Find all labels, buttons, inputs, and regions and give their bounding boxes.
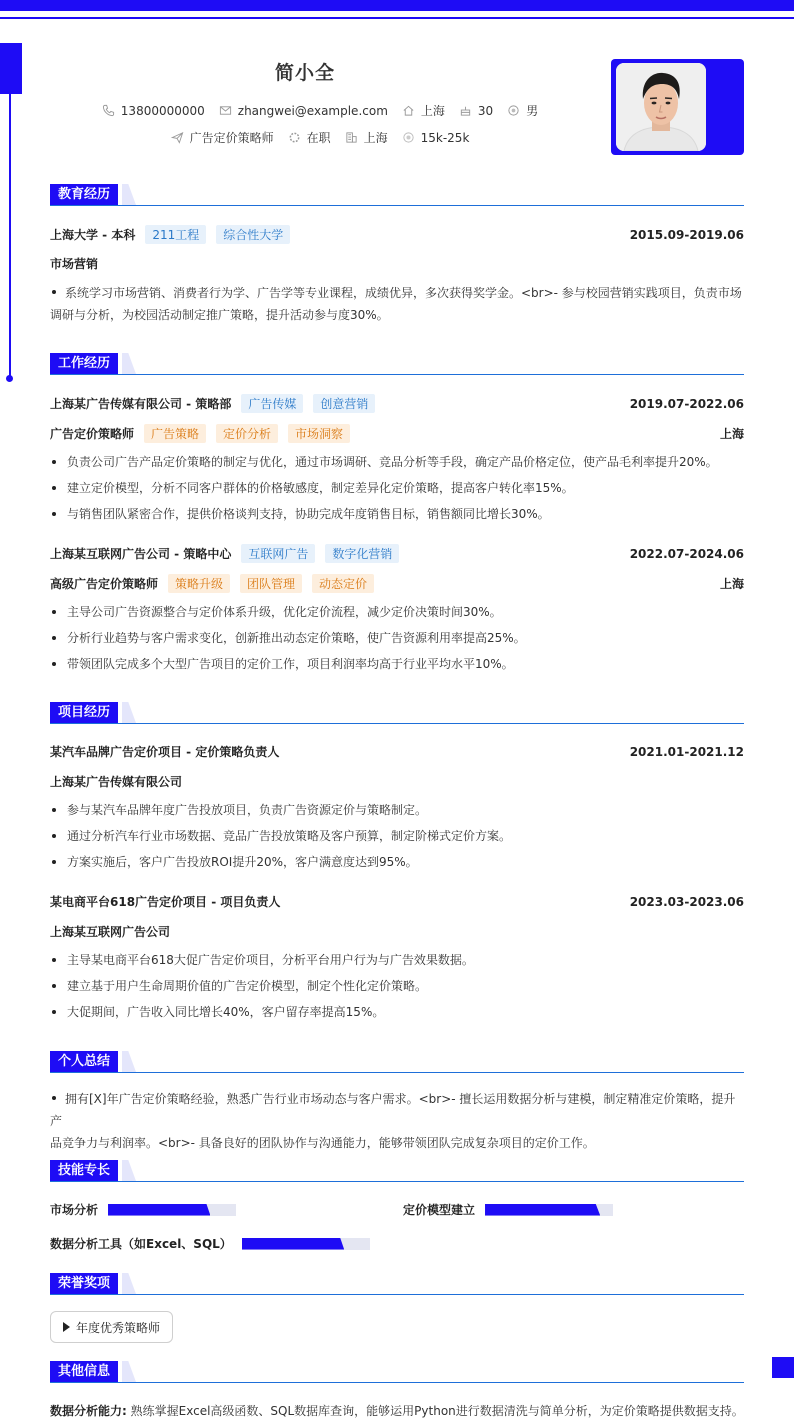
section-title-tail — [122, 1273, 136, 1294]
school-tag: 211工程 — [145, 225, 206, 244]
awards-header — [50, 1273, 744, 1295]
list-item: 大促期间，广告收入同比增长40%，客户留存率提高15%。 — [50, 999, 744, 1025]
project-period: 2023.03-2023.06 — [629, 894, 744, 909]
skill-bar-fill — [242, 1238, 344, 1250]
job-role-row — [50, 424, 744, 443]
hometown-item — [402, 102, 445, 119]
job-role: 高级广告定价策略师 — [50, 577, 159, 591]
projects-header — [50, 702, 744, 724]
salary-icon — [402, 131, 415, 144]
project-name: 某汽车品牌广告定价项目 - 定价策略负责人 — [50, 745, 280, 759]
other-title: 其他信息 — [50, 1361, 118, 1382]
skills-header — [50, 1160, 744, 1182]
job-period: 2022.07-2024.06 — [629, 546, 744, 561]
award-item[interactable] — [50, 1311, 173, 1343]
job-company: 上海某互联网广告公司 - 策略中心 — [50, 547, 232, 561]
school-name: 上海大学 - 本科 — [50, 228, 136, 242]
email-item — [219, 104, 388, 118]
list-item: 方案实施后，客户广告投放ROI提升20%，客户满意度达到95%。 — [50, 849, 744, 875]
project-name-row — [50, 893, 744, 910]
project-company: 上海某互联网广告公司 — [50, 925, 171, 939]
list-item: 负责公司广告产品定价策略的制定与优化，通过市场调研、竞品分析等手段，确定产品价格定位，使产品毛利率提升20%。 — [50, 449, 744, 475]
other-text: 熟练掌握Excel高级函数、SQL数据库查询，能够运用Python进行数据清洗与简单分析，为定价策略提供数据支持。 — [130, 1404, 744, 1418]
candidate-name: 简小全 — [274, 62, 335, 84]
salary-text: 15k-25k — [420, 130, 470, 145]
work-section — [50, 353, 744, 671]
city-item — [345, 129, 388, 146]
skills-title: 技能专长 — [50, 1160, 118, 1181]
other-header — [50, 1361, 744, 1383]
project-bullets — [50, 947, 744, 1025]
photo-frame — [611, 59, 744, 155]
skill-bar — [242, 1238, 370, 1250]
position-text: 广告定价策略师 — [189, 131, 274, 145]
job-location: 上海 — [719, 577, 744, 591]
job-info-row — [100, 129, 540, 146]
project-company-row — [50, 773, 744, 790]
job-bullets — [50, 599, 744, 677]
section-title-tail — [122, 702, 136, 723]
job-location: 上海 — [719, 427, 744, 441]
status-icon — [288, 131, 301, 144]
skill-item — [50, 1201, 236, 1218]
contact-row — [100, 102, 540, 119]
education-desc-line2: 调研与分析，为校园活动制定推广策略，提升活动参与度30%。 — [50, 308, 389, 322]
play-triangle-icon — [63, 1322, 70, 1332]
mail-icon — [219, 104, 232, 117]
left-accent-block — [0, 43, 22, 94]
skills-section — [50, 1160, 744, 1251]
profile-photo — [616, 63, 706, 151]
role-tag: 广告策略 — [144, 424, 206, 443]
company-tag: 数字化营销 — [325, 544, 399, 563]
list-item: 分析行业趋势与客户需求变化，创新推出动态定价策略，使广告资源利用率提高25%。 — [50, 625, 744, 651]
section-title-tail — [122, 353, 136, 374]
summary-title: 个人总结 — [50, 1051, 118, 1072]
work-title: 工作经历 — [50, 353, 118, 374]
list-item: 通过分析汽车行业市场数据、竞品广告投放策略及客户预算，制定阶梯式定价方案。 — [50, 823, 744, 849]
project-company: 上海某广告传媒有限公司 — [50, 775, 183, 789]
list-item: 主导公司广告资源整合与定价体系升级，优化定价流程，减少定价决策时间30%。 — [50, 599, 744, 625]
role-tag: 市场洞察 — [288, 424, 350, 443]
job-role-row — [50, 574, 744, 593]
status-item — [288, 129, 331, 146]
status-text: 在职 — [306, 131, 331, 145]
job-company: 上海某广告传媒有限公司 - 策略部 — [50, 397, 232, 411]
skill-bar — [108, 1204, 236, 1216]
top-accent-line — [0, 17, 794, 19]
education-section — [50, 184, 744, 322]
salary-item — [402, 131, 470, 145]
phone-item — [102, 104, 205, 118]
skill-bar-fill — [485, 1204, 600, 1216]
summary-section — [50, 1051, 744, 1150]
award-name: 年度优秀策略师 — [76, 1320, 161, 1335]
list-item: 参与某汽车品牌年度广告投放项目，负责广告资源定价与策略制定。 — [50, 797, 744, 823]
building-icon — [345, 131, 358, 144]
job-company-row — [50, 394, 744, 413]
summary-line2: 品竞争力与利润率。<br>- 具备良好的团队协作与沟通能力，能够带领团队完成复杂项目的定价工作。 — [50, 1136, 595, 1150]
cake-icon — [459, 104, 472, 117]
job-role: 广告定价策略师 — [50, 427, 135, 441]
skill-bar — [485, 1204, 613, 1216]
skill-bar-fill — [108, 1204, 210, 1216]
awards-title: 荣誉奖项 — [50, 1273, 118, 1294]
education-major-row — [50, 255, 744, 272]
role-tag: 团队管理 — [240, 574, 302, 593]
section-title-tail — [122, 1051, 136, 1072]
gender-text: 男 — [526, 104, 539, 118]
age-item — [459, 104, 493, 118]
section-title-tail — [122, 1160, 136, 1181]
age-text: 30 — [477, 103, 494, 118]
email-text: zhangwei@example.com — [237, 103, 388, 118]
role-tag: 动态定价 — [312, 574, 374, 593]
project-name: 某电商平台618广告定价项目 - 项目负责人 — [50, 895, 281, 909]
job-company-row — [50, 544, 744, 563]
other-info — [50, 1400, 744, 1422]
project-name-row — [50, 743, 744, 760]
skill-name: 市场分析 — [50, 1203, 99, 1217]
send-icon — [171, 131, 184, 144]
education-header — [50, 184, 744, 206]
left-timeline-line — [9, 94, 11, 378]
other-section — [50, 1361, 744, 1418]
skill-item — [50, 1235, 370, 1252]
list-item: 与销售团队紧密合作，提供价格谈判支持，协助完成年度销售目标，销售额同比增长30%。 — [50, 501, 744, 527]
education-school-row — [50, 225, 744, 244]
left-timeline-dot — [6, 375, 13, 382]
summary-text — [50, 1088, 744, 1154]
position-item — [171, 129, 274, 146]
company-tag: 广告传媒 — [241, 394, 303, 413]
work-header — [50, 353, 744, 375]
skill-item — [403, 1201, 613, 1218]
job-bullets — [50, 449, 744, 527]
project-period: 2021.01-2021.12 — [629, 744, 744, 759]
home-icon — [402, 104, 415, 117]
skill-name: 数据分析工具（如Excel、SQL） — [50, 1237, 232, 1251]
role-tag: 策略升级 — [168, 574, 230, 593]
section-title-tail — [122, 184, 136, 205]
summary-line1: 拥有[X]年广告定价策略经验，熟悉广告行业市场动态与客户需求。<br>- 擅长运用数据分析与建模，制定精准定价策略，提升产 — [50, 1092, 736, 1128]
school-tag: 综合性大学 — [216, 225, 290, 244]
section-title-tail — [122, 1361, 136, 1382]
summary-header — [50, 1051, 744, 1073]
other-label: 数据分析能力: — [50, 1404, 127, 1418]
list-item: 建立基于用户生命周期价值的广告定价模型，制定个性化定价策略。 — [50, 973, 744, 999]
projects-title: 项目经历 — [50, 702, 118, 723]
education-description — [50, 282, 744, 326]
role-tag: 定价分析 — [216, 424, 278, 443]
projects-section — [50, 702, 744, 1019]
right-accent-block — [772, 1357, 794, 1378]
gender-icon — [507, 104, 520, 117]
skill-name: 定价模型建立 — [403, 1203, 476, 1217]
company-tag: 创意营销 — [313, 394, 375, 413]
phone-text: 13800000000 — [120, 103, 205, 118]
major-name: 市场营销 — [50, 257, 99, 271]
gender-item — [507, 102, 538, 119]
company-tag: 互联网广告 — [241, 544, 315, 563]
hometown-text: 上海 — [420, 104, 445, 118]
project-bullets — [50, 797, 744, 875]
awards-section — [50, 1273, 744, 1335]
list-item: 建立定价模型，分析不同客户群体的价格敏感度，制定差异化定价策略，提高客户转化率15%。 — [50, 475, 744, 501]
education-desc-line1: 系统学习市场营销、消费者行为学、广告学等专业课程，成绩优异，多次获得奖学金。<br>- 参与校园营销实践项目，负责市场 — [65, 286, 742, 300]
list-item: 主导某电商平台618大促广告定价项目，分析平台用户行为与广告效果数据。 — [50, 947, 744, 973]
project-company-row — [50, 923, 744, 940]
phone-icon — [102, 104, 115, 117]
list-item: 带领团队完成多个大型广告项目的定价工作，项目利润率均高于行业平均水平10%。 — [50, 651, 744, 677]
city-text: 上海 — [363, 131, 388, 145]
job-period: 2019.07-2022.06 — [629, 396, 744, 411]
education-period: 2015.09-2019.06 — [629, 227, 744, 242]
top-accent-bar — [0, 0, 794, 11]
education-title: 教育经历 — [50, 184, 118, 205]
